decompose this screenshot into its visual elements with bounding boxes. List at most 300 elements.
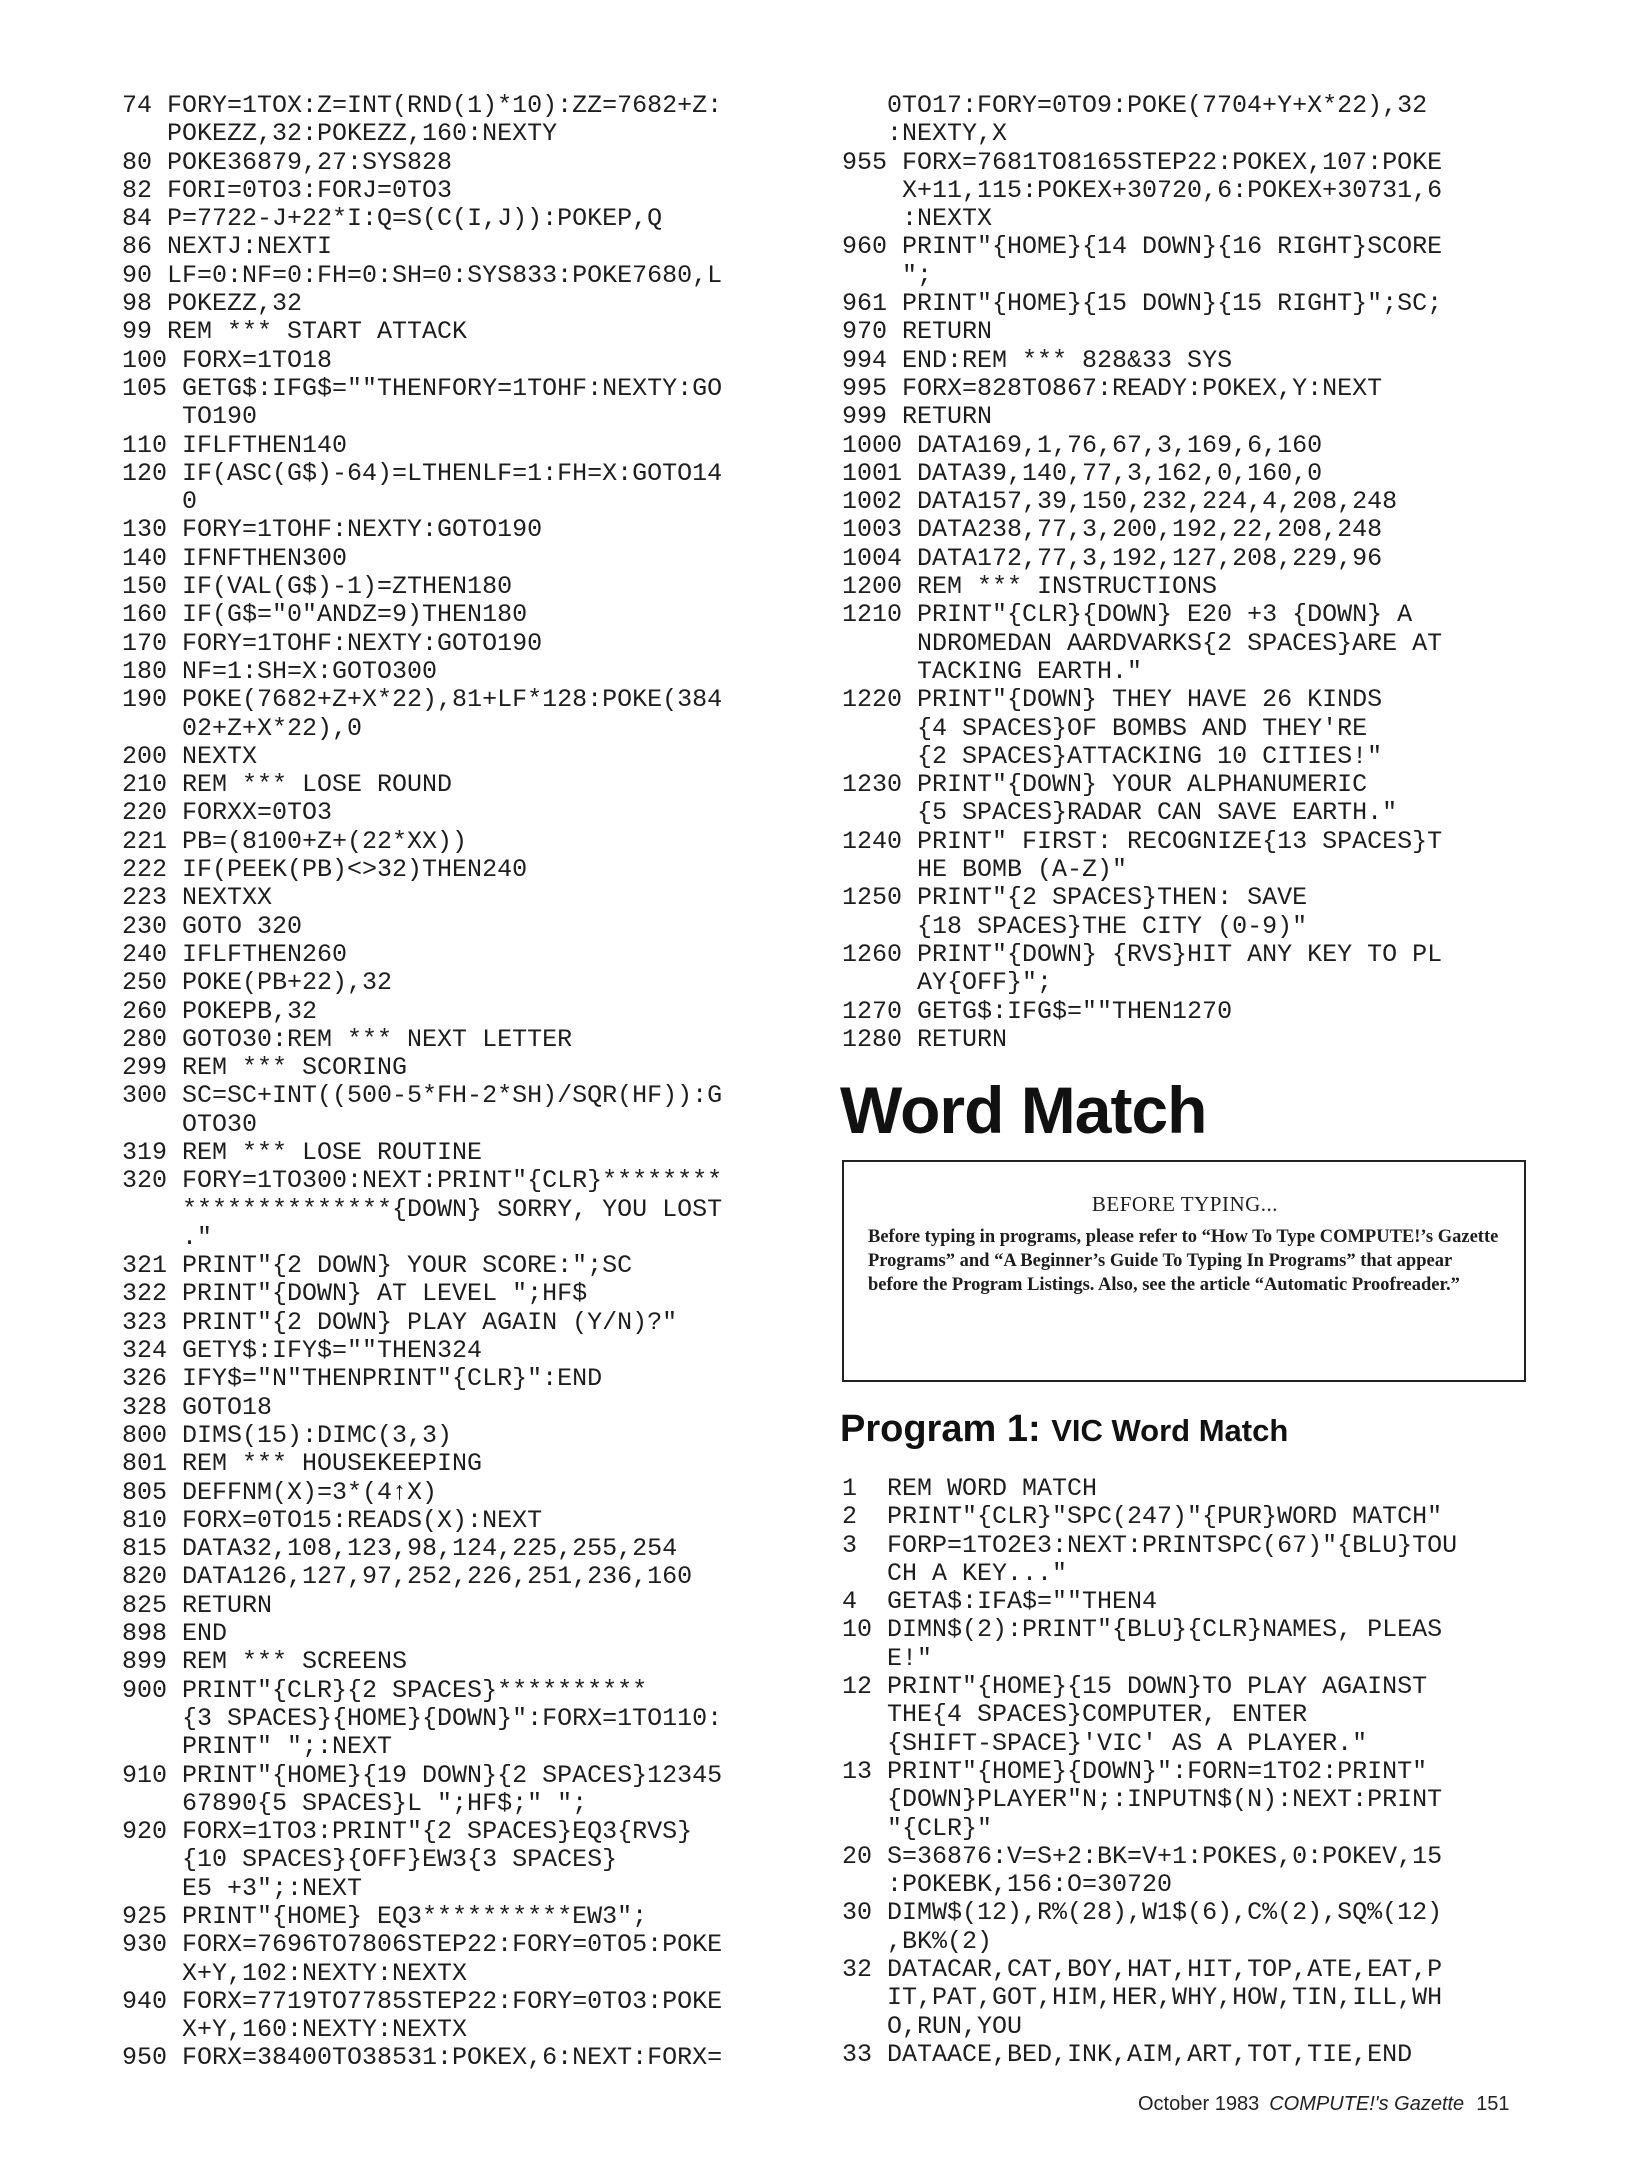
code-text — [167, 177, 812, 205]
code-text-line: HE BOMB (A-Z)" — [917, 855, 1128, 885]
code-line — [122, 177, 812, 205]
code-text — [167, 205, 812, 233]
line-number: 326 — [122, 1364, 168, 1394]
code-text-line: {3 SPACES}{HOME}{DOWN}":FORX=1TO110: — [182, 1703, 723, 1733]
code-text — [182, 1988, 812, 2045]
line-number: 925 — [122, 1902, 168, 1931]
line-number: 105 — [122, 373, 168, 403]
line-number: 120 — [122, 458, 168, 488]
code-line — [842, 233, 1532, 290]
code-text-line: REM *** SCREENS — [182, 1647, 408, 1677]
before-typing-text: Before typing in programs, please refer to “How To Type COMPUTE!’s Gazette Programs” and “A Beginner’s Guide To Typing In Programs” that appear before the Program Listings. Also, see the article “Automatic Proofreader.” — [868, 1227, 1499, 1295]
line-number: 250 — [122, 968, 168, 998]
code-text — [887, 2041, 1532, 2069]
code-text — [182, 1139, 812, 1167]
code-text-line: NEXTX — [182, 741, 258, 771]
code-text-line: X+Y,102:NEXTY:NEXTX — [182, 1958, 468, 1988]
line-number: 200 — [122, 741, 168, 771]
code-line — [122, 2044, 812, 2072]
code-line — [122, 347, 812, 375]
code-text-line: FORXX=0TO3 — [182, 798, 333, 828]
code-text-line: AY{OFF}"; — [917, 968, 1053, 998]
code-line — [122, 941, 812, 969]
code-text — [182, 998, 812, 1026]
code-text-line: {10 SPACES}{OFF}EW3{3 SPACES} — [182, 1845, 618, 1875]
code-text-line: DATA32,108,123,98,124,225,255,254 — [182, 1534, 678, 1564]
code-text — [917, 1026, 1532, 1054]
code-line — [842, 771, 1532, 828]
code-line — [122, 290, 812, 318]
line-number: 815 — [122, 1534, 168, 1564]
line-number: 20 — [842, 1841, 873, 1871]
code-text-line: ." — [182, 1222, 213, 1252]
code-text-line: DATACAR,CAT,BOY,HAT,HIT,TOP,ATE,EAT,P — [887, 1955, 1443, 1985]
code-text — [182, 375, 812, 432]
code-text-line: :POKEBK,156:O=30720 — [887, 1870, 1173, 1900]
code-text — [917, 686, 1532, 771]
line-number: 1000 — [842, 430, 903, 460]
code-text-line: FORP=1TO2E3:NEXT:PRINTSPC(67)"{BLU}TOU — [887, 1530, 1458, 1560]
code-line — [122, 771, 812, 799]
line-number: 1240 — [842, 826, 903, 856]
line-number: 825 — [122, 1590, 168, 1620]
line-number: 13 — [842, 1756, 873, 1786]
program1-listing — [842, 1475, 1532, 2069]
code-text-line: OTO30 — [182, 1109, 258, 1139]
code-text — [887, 1899, 1532, 1956]
code-text-line: X+Y,160:NEXTY:NEXTX — [182, 2015, 468, 2045]
line-number: 1220 — [842, 685, 903, 715]
code-text-line: GETG$:IFG$=""THENFORY=1TOHF:NEXTY:GO — [182, 373, 723, 403]
code-text-line: PRINT"{2 SPACES}THEN: SAVE — [917, 883, 1308, 913]
code-text-line: NF=1:SH=X:GOTO300 — [182, 656, 438, 686]
code-text-line: SC=SC+INT((500-5*FH-2*SH)/SQR(HF)):G — [182, 1081, 723, 1111]
code-text-line: FORY=1TOHF:NEXTY:GOTO190 — [182, 515, 543, 545]
code-line — [122, 460, 812, 517]
code-text — [182, 1167, 812, 1252]
code-line — [122, 856, 812, 884]
code-text — [167, 290, 812, 318]
code-text-line: GETY$:IFY$=""THEN324 — [182, 1336, 483, 1366]
line-number: 994 — [842, 345, 888, 375]
code-line — [842, 1026, 1532, 1054]
code-line — [122, 1450, 812, 1478]
code-line — [842, 92, 1532, 149]
code-line — [842, 1956, 1532, 2041]
listing-right-column — [842, 92, 1532, 1054]
line-number: 1002 — [842, 487, 903, 517]
program-label: Program 1: — [840, 1408, 1041, 1450]
code-text-line: POKEZZ,32 — [167, 289, 303, 319]
code-text-line: PB=(8100+Z+(22*XX)) — [182, 826, 468, 856]
code-text-line: REM *** INSTRUCTIONS — [917, 572, 1218, 602]
code-line — [122, 545, 812, 573]
code-text-line: PRINT"{CLR}{DOWN} E20 +3 {DOWN} A — [917, 600, 1413, 630]
code-line — [122, 828, 812, 856]
code-text — [887, 1758, 1532, 1843]
code-text — [887, 1475, 1532, 1503]
code-text-line: FORX=1TO3:PRINT"{2 SPACES}EQ3{RVS} — [182, 1817, 693, 1847]
code-text-line: RETURN — [902, 402, 993, 432]
code-text — [182, 630, 812, 658]
line-number: 84 — [122, 204, 153, 234]
code-line — [122, 1648, 812, 1676]
code-text-line: POKE(PB+22),32 — [182, 968, 393, 998]
code-text-line: GETA$:IFA$=""THEN4 — [887, 1587, 1158, 1617]
code-text-line: FORX=7681TO8165STEP22:POKEX,107:POKE — [902, 147, 1443, 177]
code-text-line: PRINT"{HOME} EQ3**********EW3"; — [182, 1902, 648, 1931]
line-number: 820 — [122, 1562, 168, 1592]
line-number: 322 — [122, 1279, 168, 1309]
code-text — [917, 998, 1532, 1026]
code-text-line: FORY=1TOX:Z=INT(RND(1)*10):ZZ=7682+Z: — [167, 91, 723, 120]
code-line — [122, 969, 812, 997]
code-text-line: {5 SPACES}RADAR CAN SAVE EARTH." — [917, 798, 1398, 828]
code-text-line: FORX=7696TO7806STEP22:FORY=0TO5:POKE — [182, 1930, 723, 1960]
code-text-line: :NEXTY,X — [887, 119, 1008, 149]
code-line — [842, 998, 1532, 1026]
code-text — [182, 1818, 812, 1903]
code-text — [917, 601, 1532, 686]
code-text-line: PRINT" ";:NEXT — [182, 1732, 393, 1762]
code-line — [122, 432, 812, 460]
code-text — [917, 545, 1532, 573]
code-line — [842, 601, 1532, 686]
code-text-line: S=36876:V=S+2:BK=V+1:POKES,0:POKEV,15 — [887, 1841, 1443, 1871]
code-text — [887, 1503, 1532, 1531]
code-text-line: IF(PEEK(PB)<>32)THEN240 — [182, 855, 528, 885]
code-text-line: {DOWN}PLAYER"N;:INPUTN$(N):NEXT:PRINT — [887, 1785, 1443, 1815]
line-number: 940 — [122, 1986, 168, 2016]
code-text-line: PRINT"{DOWN} {RVS}HIT ANY KEY TO PL — [917, 939, 1443, 969]
code-line — [122, 913, 812, 941]
code-text-line: TACKING EARTH." — [917, 656, 1143, 686]
code-text — [917, 884, 1532, 941]
code-line — [842, 573, 1532, 601]
line-number: 140 — [122, 543, 168, 573]
code-line — [122, 1026, 812, 1054]
line-number: 805 — [122, 1477, 168, 1507]
code-line — [842, 375, 1532, 403]
line-number: 4 — [842, 1587, 858, 1617]
code-text-line: END:REM *** 828&33 SYS — [902, 345, 1233, 375]
code-line — [842, 488, 1532, 516]
code-text-line: DIMN$(2):PRINT"{BLU}{CLR}NAMES, PLEAS — [887, 1615, 1443, 1645]
code-line — [842, 828, 1532, 885]
line-number: 1001 — [842, 458, 903, 488]
code-text — [902, 149, 1532, 234]
line-number: 299 — [122, 1053, 168, 1083]
code-text — [182, 1422, 812, 1450]
code-text-line: IFLFTHEN140 — [182, 430, 348, 460]
code-line — [842, 1503, 1532, 1531]
code-line — [122, 1365, 812, 1393]
code-text-line: "; — [902, 260, 933, 290]
code-text — [182, 432, 812, 460]
line-number: 10 — [842, 1615, 873, 1645]
code-text — [887, 1588, 1532, 1616]
code-line — [842, 1899, 1532, 1956]
code-line — [842, 432, 1532, 460]
line-number: 130 — [122, 515, 168, 545]
code-text-line: IT,PAT,GOT,HIM,HER,WHY,HOW,TIN,ILL,WH — [887, 1983, 1443, 2013]
code-text-line: PRINT"{CLR}{2 SPACES}********** — [182, 1675, 648, 1705]
line-number: 1250 — [842, 883, 903, 913]
code-text — [182, 347, 812, 375]
code-text — [182, 1592, 812, 1620]
code-text — [887, 1956, 1532, 2041]
code-text-line: 67890{5 SPACES}L ";HF$;" "; — [182, 1788, 588, 1818]
code-text-line: DATA172,77,3,192,127,208,229,96 — [917, 543, 1383, 573]
code-line — [122, 1167, 812, 1252]
line-number: 801 — [122, 1449, 168, 1479]
code-text — [182, 516, 812, 544]
article-title: Word Match — [840, 1073, 1207, 1147]
code-line — [122, 149, 812, 177]
code-text-line: PRINT"{HOME}{15 DOWN}TO PLAY AGAINST — [887, 1672, 1428, 1702]
code-text — [182, 601, 812, 629]
code-text — [182, 1450, 812, 1478]
code-text — [182, 1535, 812, 1563]
code-line — [122, 601, 812, 629]
code-text — [182, 460, 812, 517]
code-text — [182, 743, 812, 771]
code-line — [122, 884, 812, 912]
code-text-line: PRINT"{CLR}"SPC(247)"{PUR}WORD MATCH" — [887, 1502, 1443, 1532]
code-line — [122, 205, 812, 233]
line-number: 321 — [122, 1251, 168, 1281]
code-text-line: CH A KEY..." — [887, 1558, 1068, 1588]
code-text-line: PRINT"{HOME}{DOWN}":FORN=1TO2:PRINT" — [887, 1756, 1428, 1786]
line-number: 150 — [122, 572, 168, 602]
line-number: 1 — [842, 1474, 858, 1503]
code-text — [902, 403, 1532, 431]
code-line — [842, 403, 1532, 431]
line-number: 323 — [122, 1307, 168, 1337]
line-number: 324 — [122, 1336, 168, 1366]
code-text-line: GOTO30:REM *** NEXT LETTER — [182, 1024, 573, 1054]
line-number: 900 — [122, 1675, 168, 1705]
code-text-line: IFLFTHEN260 — [182, 939, 348, 969]
program-name: VIC Word Match — [1051, 1413, 1289, 1448]
code-text — [182, 1337, 812, 1365]
line-number: 319 — [122, 1137, 168, 1167]
code-text — [902, 347, 1532, 375]
code-text — [917, 488, 1532, 516]
code-line — [842, 1616, 1532, 1673]
before-typing-heading: BEFORE TYPING... — [1091, 1192, 1279, 1216]
code-line — [842, 545, 1532, 573]
code-text-line: PRINT"{DOWN} THEY HAVE 26 KINDS — [917, 685, 1383, 715]
line-number: 910 — [122, 1760, 168, 1790]
code-text-line: REM *** HOUSEKEEPING — [182, 1449, 483, 1479]
code-text-line: DEFFNM(X)=3*(4↑X) — [182, 1477, 438, 1507]
code-text-line: {SHIFT-SPACE}'VIC' AS A PLAYER." — [887, 1728, 1368, 1758]
code-text — [182, 856, 812, 884]
line-number: 920 — [122, 1817, 168, 1847]
line-number: 320 — [122, 1166, 168, 1196]
line-number: 82 — [122, 175, 153, 205]
code-text-line: PRINT"{2 DOWN} PLAY AGAIN (Y/N)?" — [182, 1307, 678, 1337]
code-line — [122, 1620, 812, 1648]
code-text-line: PRINT"{HOME}{15 DOWN}{15 RIGHT}";SC; — [902, 289, 1443, 319]
code-text-line: LF=0:NF=0:FH=0:SH=0:SYS833:POKE7680,L — [167, 260, 723, 290]
code-text-line: POKEPB,32 — [182, 996, 318, 1026]
code-text-line: FORX=7719TO7785STEP22:FORY=0TO3:POKE — [182, 1986, 723, 2016]
before-typing-box — [842, 1160, 1526, 1382]
code-line — [842, 1588, 1532, 1616]
code-text-line: NEXTJ:NEXTI — [167, 232, 333, 262]
code-line — [122, 630, 812, 658]
code-line — [122, 1280, 812, 1308]
code-text-line: PRINT"{HOME}{19 DOWN}{2 SPACES}12345 — [182, 1760, 723, 1790]
code-text-line: NDROMEDAN AARDVARKS{2 SPACES}ARE AT — [917, 628, 1443, 658]
listing-left-column — [122, 92, 812, 2073]
code-line — [122, 318, 812, 346]
code-text — [182, 799, 812, 827]
code-text-line: IFNFTHEN300 — [182, 543, 348, 573]
line-number: 240 — [122, 939, 168, 969]
code-text-line: E5 +3";:NEXT — [182, 1873, 363, 1903]
code-text-line: FORX=0TO15:READS(X):NEXT — [182, 1505, 543, 1535]
code-text-line: IF(G$="0"ANDZ=9)THEN180 — [182, 600, 528, 630]
line-number: 1210 — [842, 600, 903, 630]
line-number: 99 — [122, 317, 153, 347]
line-number: 930 — [122, 1930, 168, 1960]
code-text-line: END — [182, 1619, 228, 1649]
code-line — [122, 1082, 812, 1139]
code-line — [842, 941, 1532, 998]
line-number: 970 — [842, 317, 888, 347]
code-text — [902, 233, 1532, 290]
code-line — [122, 1535, 812, 1563]
code-text-line: {4 SPACES}OF BOMBS AND THEY'RE — [917, 713, 1368, 743]
code-text — [182, 771, 812, 799]
line-number: 86 — [122, 232, 153, 262]
code-line — [122, 743, 812, 771]
line-number: 995 — [842, 373, 888, 403]
line-number: 12 — [842, 1672, 873, 1702]
code-line — [842, 2041, 1532, 2069]
code-text — [887, 1532, 1532, 1589]
code-text-line: X+11,115:POKEX+30720,6:POKEX+30731,6 — [902, 175, 1443, 205]
code-text-line: REM *** START ATTACK — [167, 317, 468, 347]
line-number: 160 — [122, 600, 168, 630]
page-number: 151 — [1476, 2093, 1510, 2115]
code-text-line: REM *** LOSE ROUND — [182, 770, 453, 800]
code-text-line: IF(VAL(G$)-1)=ZTHEN180 — [182, 572, 513, 602]
code-text-line: REM *** LOSE ROUTINE — [182, 1137, 483, 1167]
code-text-line: DATAACE,BED,INK,AIM,ART,TOT,TIE,END — [887, 2039, 1413, 2069]
code-text-line: :NEXTX — [902, 204, 993, 234]
code-text — [182, 884, 812, 912]
line-number: 110 — [122, 430, 168, 460]
code-text — [182, 686, 812, 743]
code-text — [182, 1931, 812, 1988]
code-text-line: FORY=1TO300:NEXT:PRINT"{CLR}******** — [182, 1166, 723, 1196]
line-number: 190 — [122, 685, 168, 715]
code-text-line: RETURN — [902, 317, 993, 347]
code-text-line: FORX=1TO18 — [182, 345, 333, 375]
line-number: 955 — [842, 147, 888, 177]
code-text — [887, 92, 1532, 149]
code-text-line: POKEZZ,32:POKEZZ,160:NEXTY — [167, 119, 558, 149]
line-number: 30 — [842, 1898, 873, 1928]
code-text-line: DIMS(15):DIMC(3,3) — [182, 1420, 453, 1450]
code-text — [182, 1620, 812, 1648]
code-text-line: PRINT"{DOWN} YOUR ALPHANUMERIC — [917, 770, 1368, 800]
code-line — [122, 658, 812, 686]
code-text-line: FORY=1TOHF:NEXTY:GOTO190 — [182, 628, 543, 658]
code-text — [182, 1082, 812, 1139]
code-text-line: POKE36879,27:SYS828 — [167, 147, 453, 177]
code-text — [182, 1394, 812, 1422]
code-text-line: 0TO17:FORY=0TO9:POKE(7704+Y+X*22),32 — [887, 91, 1428, 120]
line-number: 74 — [122, 91, 153, 120]
code-text-line: POKE(7682+Z+X*22),81+LF*128:POKE(384 — [182, 685, 723, 715]
line-number: 1280 — [842, 1024, 903, 1054]
code-text — [917, 941, 1532, 998]
program-heading — [840, 1408, 1288, 1451]
line-number: 960 — [842, 232, 888, 262]
code-line — [122, 1903, 812, 1931]
code-text — [182, 658, 812, 686]
code-text-line: P=7722-J+22*I:Q=S(C(I,J)):POKEP,Q — [167, 204, 663, 234]
code-text — [182, 573, 812, 601]
code-line — [842, 1673, 1532, 1758]
code-line — [122, 573, 812, 601]
line-number: 898 — [122, 1619, 168, 1649]
code-text — [917, 432, 1532, 460]
code-text — [167, 92, 812, 149]
line-number: 260 — [122, 996, 168, 1026]
code-text — [887, 1843, 1532, 1900]
code-line — [842, 347, 1532, 375]
code-text-line: DATA238,77,3,200,192,22,208,248 — [917, 515, 1383, 545]
line-number: 210 — [122, 770, 168, 800]
code-text-line: GOTO18 — [182, 1392, 273, 1422]
line-number: 32 — [842, 1955, 873, 1985]
code-text — [182, 969, 812, 997]
code-line — [122, 1422, 812, 1450]
code-line — [122, 1988, 812, 2045]
line-number: 80 — [122, 147, 153, 177]
code-text-line: DATA157,39,150,232,224,4,208,248 — [917, 487, 1398, 517]
line-number: 98 — [122, 289, 153, 319]
line-number: 280 — [122, 1024, 168, 1054]
line-number: 221 — [122, 826, 168, 856]
code-text-line: DATA169,1,76,67,3,169,6,160 — [917, 430, 1323, 460]
line-number: 961 — [842, 289, 888, 319]
code-text — [182, 2044, 812, 2072]
code-line — [122, 1054, 812, 1082]
code-line — [122, 1677, 812, 1762]
code-text-line: PRINT"{2 DOWN} YOUR SCORE:";SC — [182, 1251, 633, 1281]
line-number: 100 — [122, 345, 168, 375]
line-number: 899 — [122, 1647, 168, 1677]
code-line — [122, 1479, 812, 1507]
code-text — [902, 290, 1532, 318]
code-line — [842, 1532, 1532, 1589]
code-text-line: IFY$="N"THENPRINT"{CLR}":END — [182, 1364, 603, 1394]
line-number: 230 — [122, 911, 168, 941]
code-line — [842, 460, 1532, 488]
line-number: 222 — [122, 855, 168, 885]
line-number: 90 — [122, 260, 153, 290]
code-text-line: O,RUN,YOU — [887, 2011, 1023, 2041]
line-number: 810 — [122, 1505, 168, 1535]
code-line — [122, 998, 812, 1026]
